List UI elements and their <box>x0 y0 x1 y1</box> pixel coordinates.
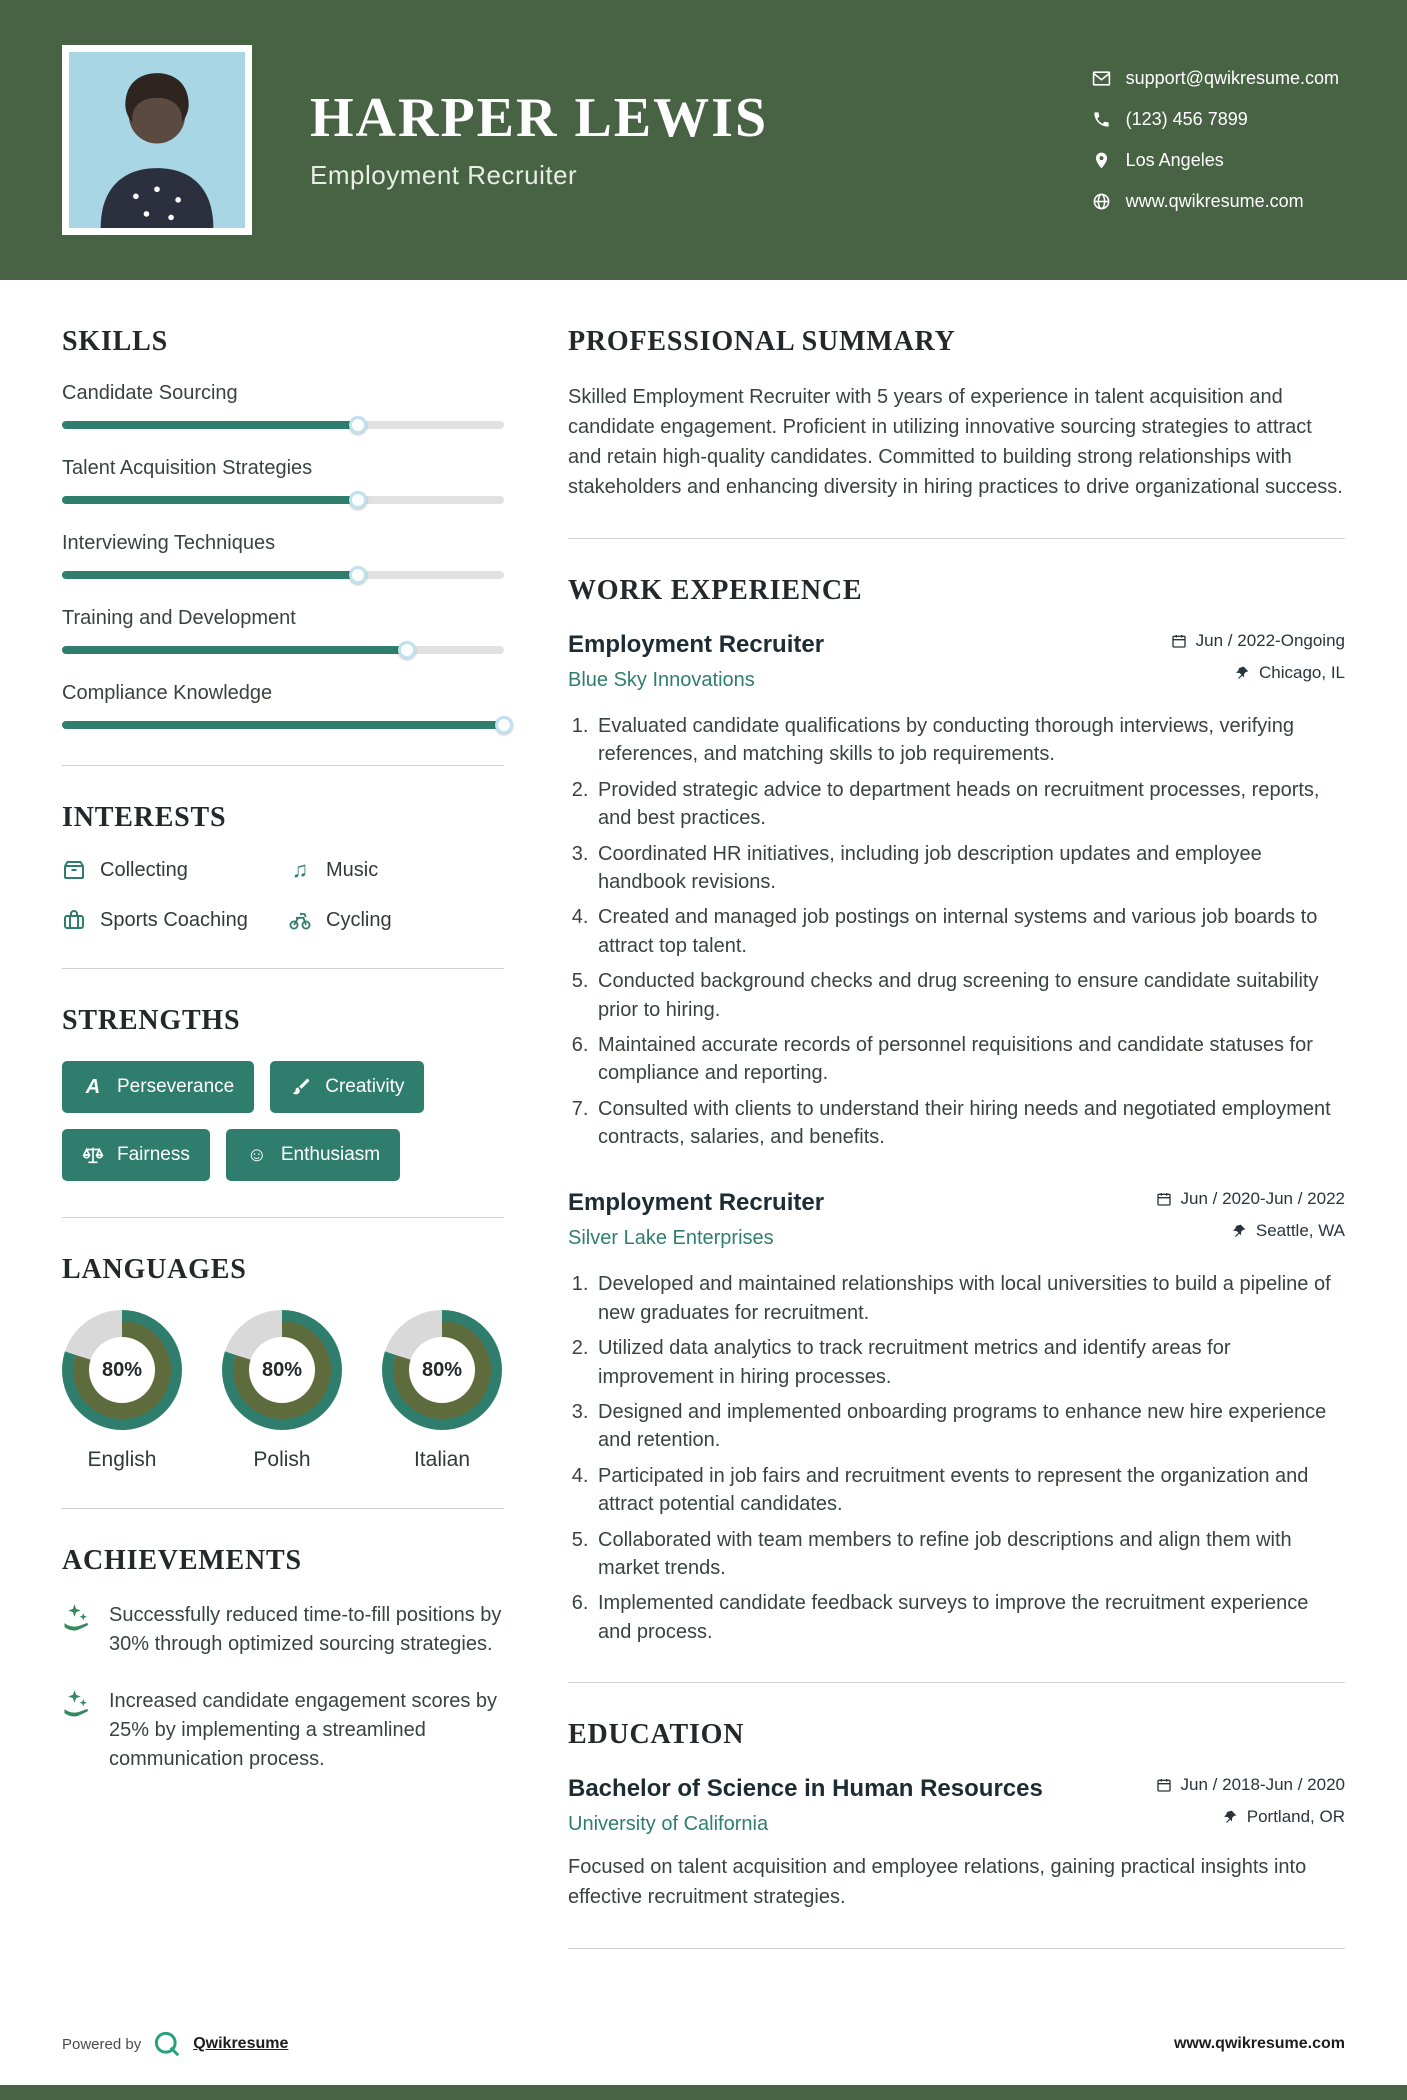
body-columns <box>0 280 1407 2015</box>
scales-icon <box>82 1144 104 1166</box>
interests-heading: INTERESTS <box>62 802 227 833</box>
interest-label: Collecting <box>100 858 188 881</box>
education-dates: Jun / 2018-Jun / 2020 <box>1156 1775 1345 1795</box>
skill-item <box>62 457 504 504</box>
language-donut-chart <box>382 1310 502 1430</box>
divider <box>62 765 504 766</box>
identity-block <box>310 89 768 191</box>
summary-text: Skilled Employment Recruiter with 5 years of experience in talent acquisition and candidate engagement. Proficient in utilizing innovative sourcing strategies to attract and retain high-quality candidates. Committed to building strong relationships with stakeholders and enhancing diversity in hiring practices to drive organizational success. <box>568 386 1343 498</box>
sparkle-hand-icon <box>62 1689 92 1719</box>
skill-bar-track <box>62 421 504 429</box>
achievement-text: Increased candidate engagement scores by 25% by implementing a streamlined communication process. <box>109 1690 498 1770</box>
job-company-link[interactable]: Blue Sky Innovations <box>568 669 755 691</box>
interests-section <box>62 802 504 932</box>
job-bullet: 6. Implemented candidate feedback surveys to improve the recruitment experience and process. <box>594 1589 1345 1646</box>
language-donut-chart <box>62 1310 182 1430</box>
summary-section <box>568 326 1345 502</box>
right-column <box>568 326 1345 1985</box>
achievements-section <box>62 1545 504 1774</box>
strength-tag <box>270 1061 424 1113</box>
contact-email[interactable] <box>1092 68 1339 89</box>
skill-label: Training and Development <box>62 607 296 629</box>
achievement-item <box>62 1601 504 1659</box>
job-entry <box>568 1189 1345 1646</box>
calendar-icon <box>1156 1191 1172 1207</box>
skill-bar-fill <box>62 721 504 729</box>
strength-label: Creativity <box>325 1076 405 1097</box>
contact-list <box>1092 68 1339 212</box>
job-title: Employment Recruiter <box>568 631 825 658</box>
divider <box>62 1508 504 1509</box>
skill-bar-fill <box>62 496 358 504</box>
skill-label: Interviewing Techniques <box>62 532 276 554</box>
strength-tag <box>226 1129 400 1181</box>
pushpin-icon <box>1222 1809 1238 1825</box>
education-entry <box>568 1775 1345 1912</box>
interest-item <box>288 908 504 932</box>
education-heading: EDUCATION <box>568 1719 745 1751</box>
skill-slider-knob[interactable] <box>349 416 367 434</box>
profile-photo <box>62 45 252 235</box>
candidate-name: HARPER LEWIS <box>310 87 769 150</box>
divider <box>568 538 1345 539</box>
skill-label: Candidate Sourcing <box>62 382 238 404</box>
interest-item <box>62 858 278 882</box>
achievements-heading: ACHIEVEMENTS <box>62 1545 302 1576</box>
language-percent: 80% <box>101 1358 143 1381</box>
skill-slider-knob[interactable] <box>495 716 513 734</box>
job-bullet: 3. Coordinated HR initiatives, including job description updates and employee handbook revisions. <box>594 840 1345 897</box>
contact-email-text: support@qwikresume.com <box>1125 68 1339 88</box>
skill-bar-fill <box>62 646 407 654</box>
achievement-text: Successfully reduced time-to-fill positions by 30% through optimized sourcing strategies. <box>109 1604 502 1655</box>
job-bullet: 4. Created and managed job postings on internal systems and various job boards to attract top talent. <box>594 903 1345 960</box>
footer-website-link[interactable]: www.qwikresume.com <box>1173 2035 1345 2053</box>
job-bullet: 2. Provided strategic advice to department heads on recruitment processes, reports, and best practices. <box>594 776 1345 833</box>
job-bullet-list <box>568 712 1345 1151</box>
bottom-accent-bar <box>0 2085 1407 2100</box>
job-location: Seattle, WA <box>1231 1221 1345 1241</box>
skill-label: Talent Acquisition Strategies <box>62 457 313 479</box>
divider <box>568 1948 1345 1949</box>
skills-section <box>62 326 504 729</box>
job-bullet-list <box>568 1270 1345 1646</box>
language-item <box>62 1310 182 1472</box>
job-bullet: 5. Collaborated with team members to refine job descriptions and align them with market trends. <box>594 1526 1345 1583</box>
skill-slider-knob[interactable] <box>349 566 367 584</box>
language-percent: 80% <box>421 1358 463 1381</box>
skill-bar-fill <box>62 571 358 579</box>
globe-icon <box>1092 192 1111 211</box>
contact-website-text: www.qwikresume.com <box>1125 191 1304 211</box>
phone-icon <box>1092 110 1111 129</box>
skill-item <box>62 682 504 729</box>
strength-label: Fairness <box>117 1144 190 1165</box>
language-label: English <box>87 1448 157 1471</box>
skill-bar-fill <box>62 421 358 429</box>
language-label: Polish <box>253 1448 311 1471</box>
work-heading: WORK EXPERIENCE <box>568 575 863 606</box>
qwikresume-brand-link[interactable]: Qwikresume <box>193 2035 289 2053</box>
skill-bar-track <box>62 571 504 579</box>
collecting-icon <box>62 858 86 882</box>
language-donut-chart <box>222 1310 342 1430</box>
candidate-title: Employment Recruiter <box>310 159 578 190</box>
powered-by-block <box>62 2029 288 2059</box>
languages-section <box>62 1254 504 1472</box>
skill-bar-track <box>62 496 504 504</box>
interest-label: Sports Coaching <box>100 908 248 931</box>
pushpin-icon <box>1234 665 1250 681</box>
email-icon <box>1092 69 1111 88</box>
skill-slider-knob[interactable] <box>349 491 367 509</box>
calendar-icon <box>1171 633 1187 649</box>
education-location: Portland, OR <box>1222 1807 1345 1827</box>
contact-phone-text: (123) 456 7899 <box>1125 109 1248 129</box>
interest-item <box>62 908 278 932</box>
strengths-section <box>62 1005 504 1181</box>
music-icon: ♫ <box>291 857 309 882</box>
job-bullet: 4. Participated in job fairs and recruitment events to represent the organization and attract potential candidates. <box>594 1462 1345 1519</box>
skill-label: Compliance Knowledge <box>62 682 273 704</box>
contact-phone[interactable] <box>1092 109 1339 130</box>
skill-slider-knob[interactable] <box>398 641 416 659</box>
brush-icon <box>290 1076 312 1098</box>
skill-item <box>62 382 504 429</box>
powered-by-text: Powered by <box>62 2035 142 2053</box>
language-label: Italian <box>413 1448 471 1471</box>
strength-label: Enthusiasm <box>280 1144 381 1165</box>
education-description: Focused on talent acquisition and employee relations, gaining practical insights into effective recruitment strategies. <box>568 1856 1307 1909</box>
bold-a-icon: A <box>85 1076 101 1098</box>
strengths-heading: STRENGTHS <box>62 1005 241 1036</box>
interest-item <box>288 858 504 882</box>
calendar-icon <box>1156 1777 1172 1793</box>
education-section <box>568 1719 1345 1912</box>
skill-bar-track <box>62 721 504 729</box>
interest-label: Music <box>326 858 379 881</box>
job-bullet: 6. Maintained accurate records of personnel requisitions and candidate statuses for compliance and reporting. <box>594 1031 1345 1088</box>
location-icon <box>1092 151 1111 170</box>
job-dates: Jun / 2020-Jun / 2022 <box>1156 1189 1345 1209</box>
profile-photo-silhouette <box>69 52 245 228</box>
achievement-item <box>62 1687 504 1774</box>
work-experience-section <box>568 575 1345 1646</box>
left-column <box>62 326 504 1802</box>
strength-tag <box>62 1129 210 1181</box>
school-link[interactable]: University of California <box>568 1813 769 1836</box>
job-bullet: 3. Designed and implemented onboarding programs to enhance new hire experience and retention. <box>594 1398 1345 1455</box>
contact-location[interactable] <box>1092 150 1339 171</box>
divider <box>568 1682 1345 1683</box>
sports-coaching-icon <box>62 908 86 932</box>
contact-website[interactable] <box>1092 191 1339 212</box>
pushpin-icon <box>1231 1223 1247 1239</box>
qwikresume-logo-icon <box>152 2029 182 2059</box>
footer <box>0 2015 1407 2085</box>
language-item <box>222 1310 342 1472</box>
contact-location-text: Los Angeles <box>1125 150 1224 170</box>
degree-title: Bachelor of Science in Human Resources <box>568 1775 1043 1803</box>
skill-item <box>62 607 504 654</box>
skills-heading: SKILLS <box>62 326 168 357</box>
skill-item <box>62 532 504 579</box>
language-percent: 80% <box>261 1358 303 1381</box>
smiley-icon: ☺ <box>246 1143 268 1166</box>
job-bullet: 2. Utilized data analytics to track recruitment metrics and identify areas for improvement in hiring processes. <box>594 1334 1345 1391</box>
divider <box>62 1217 504 1218</box>
job-bullet: 5. Conducted background checks and drug screening to ensure candidate suitability prior to hiring. <box>594 967 1345 1024</box>
language-item <box>382 1310 502 1472</box>
job-bullet: 1. Evaluated candidate qualifications by conducting thorough interviews, verifying references, and matching skills to job requirements. <box>594 712 1345 769</box>
skill-bar-track <box>62 646 504 654</box>
strength-tag <box>62 1061 254 1113</box>
job-title: Employment Recruiter <box>568 1189 825 1217</box>
job-dates: Jun / 2022-Ongoing <box>1171 631 1345 651</box>
job-bullet: 7. Consulted with clients to understand their hiring needs and negotiated employment contracts, salaries, and benefits. <box>594 1095 1345 1152</box>
header-band <box>0 0 1407 280</box>
sparkle-hand-icon <box>62 1603 92 1633</box>
languages-heading: LANGUAGES <box>62 1254 247 1285</box>
divider <box>62 968 504 969</box>
summary-heading: PROFESSIONAL SUMMARY <box>568 326 956 357</box>
interest-label: Cycling <box>326 908 392 931</box>
strength-label: Perseverance <box>117 1076 235 1097</box>
job-location: Chicago, IL <box>1234 663 1345 683</box>
job-company-link[interactable]: Silver Lake Enterprises <box>568 1227 774 1250</box>
cycling-icon <box>288 908 312 932</box>
job-entry <box>568 631 1345 1151</box>
job-bullet: 1. Developed and maintained relationships with local universities to build a pipeline of new graduates for recruitment. <box>594 1270 1345 1327</box>
